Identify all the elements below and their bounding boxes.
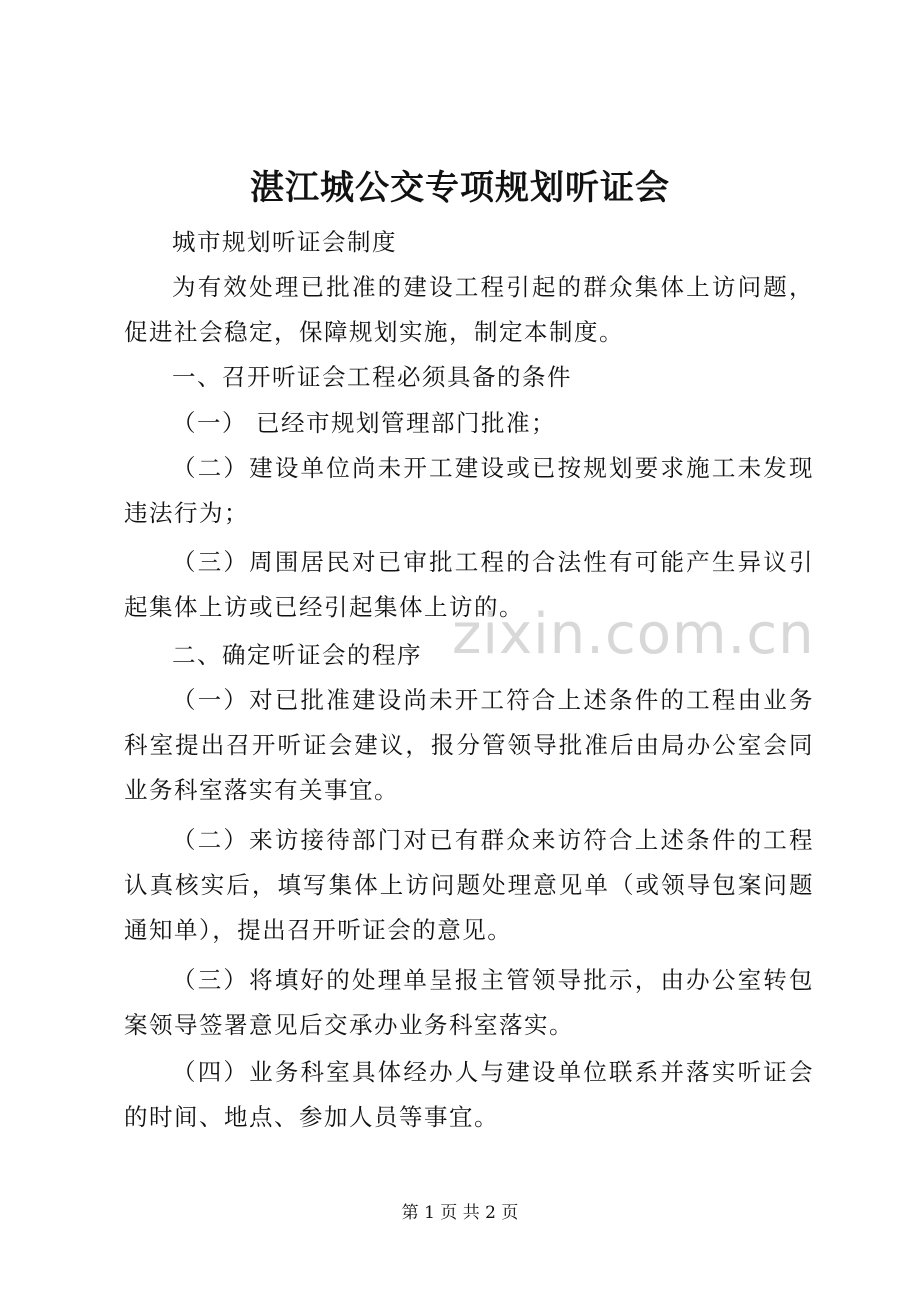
section-heading-1: 一、召开听证会工程必须具备的条件 <box>172 363 572 391</box>
watermark: zixin.com.cn <box>452 602 815 667</box>
paragraph-7: （二）来访接待部门对已有群众来访符合上述条件的工程认真核实后，填写集体上访问题处理意见单（或领导包案问题通知单），提出召开听证会的意见。 <box>124 826 814 944</box>
paragraph-9: （四）业务科室具体经办人与建设单位联系并落实听证会的时间、地点、参加人员等事宜。 <box>124 1058 814 1131</box>
paragraph-8: （三）将填好的处理单呈报主管领导批示，由办公室转包案领导签署意见后交承办业务科室落实。 <box>124 966 814 1039</box>
paragraph-4: （二）建设单位尚未开工建设或已按规划要求施工未发现违法行为； <box>124 454 814 527</box>
paragraph-1: 城市规划听证会制度 <box>172 228 397 256</box>
page-footer: 第 1 页 共 2 页 <box>401 1203 519 1223</box>
document-title: 湛江城公交专项规划听证会 <box>250 168 670 208</box>
section-heading-2: 二、确定听证会的程序 <box>172 641 422 669</box>
paragraph-3: （一） 已经市规划管理部门批准； <box>172 409 556 437</box>
paragraph-2: 为有效处理已批准的建设工程引起的群众集体上访问题，促进社会稳定，保障规划实施，制定本制度。 <box>124 273 814 346</box>
paragraph-5: （三）周围居民对已审批工程的合法性有可能产生异议引起集体上访或已经引起集体上访的。 <box>124 548 814 621</box>
paragraph-6: （一）对已批准建设尚未开工符合上述条件的工程由业务科室提出召开听证会建议，报分管领导批准后由局办公室会同业务科室落实有关事宜。 <box>124 686 814 804</box>
